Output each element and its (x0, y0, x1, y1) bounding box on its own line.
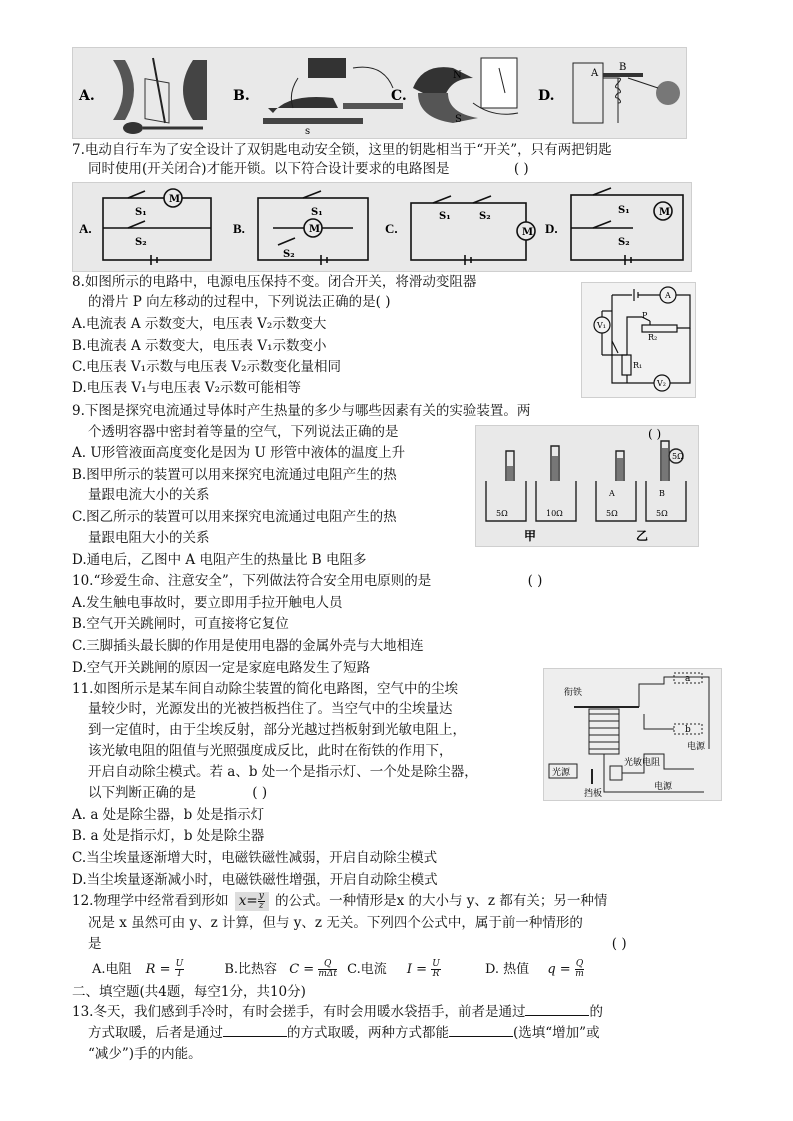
q6-label-c: C. (391, 88, 407, 104)
q12-option-d-den: m (575, 969, 584, 979)
q9-apparatus-drawing (476, 426, 698, 546)
q13-l2-c: (选填“增加”或 (513, 1025, 600, 1041)
q7-answer-paren: ( ) (513, 161, 529, 177)
q11-stem-l1: 11.如图所示是某车间自动除尘装置的简化电路图，空气中的尘埃 (72, 681, 458, 697)
q11-option-a: A. a 处是除尘器，b 处是指示灯 (72, 807, 265, 823)
q13-l2 (88, 1024, 600, 1042)
q7-c-s2: S₂ (479, 211, 491, 222)
q7-b-s1: S₁ (311, 207, 323, 218)
q8-r2: R₂ (648, 333, 658, 342)
q12-option-c-num: U (432, 959, 440, 969)
q12-formula-x: x (238, 893, 247, 909)
q13-l3: “减少”)手的内能。 (88, 1046, 202, 1062)
q11-circuit-figure (543, 668, 722, 801)
q12-option-b-lhs: C = (289, 962, 315, 977)
q10-option-d: D.空气开关跳闸的原因一定是家庭电路发生了短路 (72, 660, 371, 676)
q9-yi-r5a: 5Ω (606, 509, 618, 518)
q11-label-guangmin: 光敏电阻 (624, 758, 661, 768)
q11-label-b: b (685, 725, 691, 735)
q11-stem-l6-text: 以下判断正确的是 (88, 785, 196, 801)
q7-a-s1: S₁ (135, 207, 147, 218)
q9-stem-line2: 个透明容器中密封着等量的空气，下列说法正确的是 (88, 424, 399, 440)
q8-option-d: D.电压表 V₁与电压表 V₂示数可能相等 (72, 380, 302, 396)
q12-option-c-den: R (432, 969, 440, 979)
q13-l1-b: 的 (589, 1004, 603, 1020)
q11-label-a: a (685, 674, 691, 684)
q6-label-c-n: N (453, 70, 462, 81)
q12-stem-l3-text: 是 (88, 936, 102, 952)
q11-stem-l2: 量较少时，光源发出的光被挡板挡住了。当空气中的尘埃量达 (88, 701, 453, 717)
q12-option-c-frac (431, 960, 441, 979)
q12-answer-paren: ( ) (611, 936, 627, 952)
q7-b-s2: S₂ (283, 249, 295, 260)
q9-stem-line1: 9.下图是探究电流通过导体时产生热量的多少与哪些因素有关的实验装置。两 (72, 403, 531, 419)
q7-d-m: M (659, 207, 671, 218)
q6-label-a: A. (79, 88, 95, 104)
q8-v2: V₂ (657, 379, 666, 388)
q7-circuit-options (72, 182, 692, 272)
q12-stem-l1 (72, 892, 607, 911)
q12-option-b-den: mΔt (318, 969, 337, 979)
q11-option-b: B. a 处是指示灯，b 处是除尘器 (72, 828, 265, 844)
q10-stem (72, 572, 542, 590)
section2-heading: 二、填空题(共4题，每空1分，共10分) (72, 984, 306, 1000)
q8-ammeter-a: A (665, 291, 671, 300)
q11-label-guangyuan: 光源 (552, 768, 571, 778)
q7-label-b: B. (233, 221, 245, 236)
q9-option-b1: B.图甲所示的装置可以用来探究电流通过电阻产生的热 (72, 467, 397, 483)
q11-option-c: C.当尘埃量逐渐增大时，电磁铁磁性减弱，开启自动除尘模式 (72, 850, 438, 866)
q7-stem-line1: 7.电动自行车为了安全设计了双钥匙电动安全锁，这里的钥匙相当于“开关”，只有两把钥匙 (72, 142, 612, 158)
q13-l2-a: 方式取暖，后者是通过 (88, 1025, 223, 1041)
q7-c-s1: S₁ (439, 211, 451, 222)
q11-answer-paren: ( ) (252, 785, 268, 801)
q12-option-a: A.电阻 (92, 962, 132, 977)
q10-option-b: B.空气开关跳闸时，可直接将它复位 (72, 616, 289, 632)
q11-stem-l4: 该光敏电阻的阻值与光照强度成反比，此时在衔铁的作用下， (88, 743, 453, 759)
q7-c-m: M (522, 227, 534, 238)
q9-option-c2: 量跟电阻大小的关系 (88, 530, 210, 546)
q11-circuit-drawing (544, 669, 721, 800)
q11-option-d: D.当尘埃量逐渐减小时，电磁铁磁性增强，开启自动除尘模式 (72, 872, 438, 888)
q12-formula-frac (258, 892, 265, 911)
q13-l2-b: 的方式取暖，两种方式都能 (287, 1025, 449, 1041)
q13-l1-a: 13.冬天，我们感到手冷时，有时会搓手，有时会用暖水袋捂手，前者是通过 (72, 1004, 526, 1020)
q7-a-s2: S₂ (135, 237, 147, 248)
q12-stem-l3 (88, 935, 627, 953)
q9-answer-paren: ( ) (648, 427, 662, 441)
q11-stem-l3: 到一定值时，由于尘埃反射，部分光越过挡板射到光敏电阻上， (88, 722, 466, 738)
q6-options-figure (72, 47, 687, 139)
q9-yi-b: B (659, 489, 665, 498)
q9-yi-a: A (609, 489, 615, 498)
q12-option-a-frac (175, 960, 185, 979)
q9-option-c1: C.图乙所示的装置可以用来探究电流通过电阻产生的热 (72, 509, 397, 525)
q12-option-b-frac (318, 960, 337, 979)
q8-option-c: C.电压表 V₁示数与电压表 V₂示数变化量相同 (72, 359, 342, 375)
q12-option-a-den: I (177, 969, 182, 979)
q12-option-b-num: Q (318, 960, 337, 970)
q7-a-m: M (169, 194, 181, 205)
q13-blank-3[interactable] (449, 1024, 513, 1037)
q11-stem-l6 (88, 784, 267, 802)
q11-label-xiantie: 衔铁 (564, 688, 583, 698)
q12-option-d-num: Q (575, 959, 584, 969)
q8-option-b: B.电流表 A 示数变大，电压表 V₁示数变小 (72, 338, 327, 354)
q6-label-d: D. (538, 88, 555, 104)
q12-option-a-lhs: R = (145, 962, 171, 977)
q12-option-d-lhs: q = (547, 962, 571, 977)
q11-stem-l5: 开启自动除尘模式。若 a、b 处一个是指示灯、一个处是除尘器， (88, 764, 478, 780)
q8-v1: V₁ (597, 321, 606, 330)
q12-formula-box: x= $\frac{y}{z}$ (235, 892, 269, 911)
q9-label-yi: 乙 (636, 529, 649, 543)
q12-option-b: B.比热容 (224, 962, 278, 977)
q12-formula-z: z (258, 901, 264, 911)
q7-label-a: A. (79, 221, 92, 236)
q13-blank-2[interactable] (223, 1024, 287, 1037)
q9-jia-r5: 5Ω (496, 509, 508, 518)
q11-label-dianyuan1: 电源 (687, 742, 706, 752)
q13-l1 (72, 1003, 603, 1021)
q7-stem-line2 (88, 160, 529, 178)
q10-answer-paren: ( ) (527, 573, 543, 589)
q12-option-c: C.电流 (347, 962, 387, 977)
q10-stem-text: 10.“珍爱生命、注意安全”，下列做法符合安全用电原则的是 (72, 573, 432, 589)
q8-option-a: A.电流表 A 示数变大，电压表 V₂示数变大 (72, 316, 327, 332)
q12-options (92, 960, 584, 979)
q12-stem-l1-b: 的公式。一种情形是x 的大小与 y、z 都有关；另一种情 (275, 893, 608, 909)
q7-b-m: M (309, 224, 321, 235)
q8-circuit-drawing (582, 283, 695, 397)
q12-option-c-lhs: I = (406, 962, 428, 977)
q6-label-b: B. (233, 88, 250, 104)
q12-option-d-frac (575, 960, 584, 979)
q8-stem-line1: 8.如图所示的电路中，电源电压保持不变。闭合开关，将滑动变阻器 (72, 274, 477, 290)
q7-d-s2: S₂ (618, 237, 630, 248)
q8-circuit-figure (581, 282, 696, 398)
q9-jia-r10: 10Ω (546, 509, 563, 518)
q8-p: P (642, 311, 648, 320)
q6-label-d-a: A (591, 68, 599, 79)
q9-option-b2: 量跟电流大小的关系 (88, 487, 210, 503)
q11-label-dangban: 挡板 (584, 789, 603, 799)
q12-option-a-num: U (175, 959, 184, 969)
q9-label-jia: 甲 (524, 529, 537, 543)
q8-r1: R₁ (633, 361, 643, 370)
q10-option-c: C.三脚插头最长脚的作用是使用电器的金属外壳与大地相连 (72, 638, 424, 654)
q13-blank-1[interactable] (525, 1003, 589, 1016)
q11-label-dianyuan2: 电源 (654, 782, 673, 792)
q7-circuit-drawings (73, 183, 691, 271)
q12-option-d: D. 热值 (484, 962, 530, 977)
q6-label-b-s: s (305, 126, 311, 137)
q9-apparatus-figure (475, 425, 699, 547)
q7-d-s1: S₁ (618, 205, 630, 216)
q12-formula-y: y (258, 891, 264, 901)
q9-yi-r5c: 5Ω (672, 452, 684, 461)
q8-stem-line2: 的滑片 P 向左移动的过程中，下列说法正确的是( ) (88, 294, 391, 310)
q7-label-d: D. (545, 221, 558, 236)
q9-yi-r5b: 5Ω (656, 509, 668, 518)
q6-label-c-s: S (455, 114, 462, 125)
q7-stem-line2-text: 同时使用(开关闭合)才能开锁。以下符合设计要求的电路图是 (88, 161, 450, 177)
q12-stem-l2: 况是 x 虽然可由 y、z 计算，但与 y、z 无关。下列四个公式中，属于前一种情形的 (88, 915, 583, 931)
q6-apparatus-drawings (73, 48, 686, 138)
q9-option-d: D.通电后，乙图中 A 电阻产生的热量比 B 电阻多 (72, 552, 367, 568)
q9-option-a: A. U形管液面高度变化是因为 U 形管中液体的温度上升 (72, 445, 406, 461)
q6-label-d-b: B (619, 62, 627, 73)
q10-option-a: A.发生触电事故时，要立即用手拉开触电人员 (72, 595, 343, 611)
q7-label-c: C. (385, 221, 398, 236)
q12-stem-l1-a: 12.物理学中经常看到形如 (72, 893, 229, 909)
